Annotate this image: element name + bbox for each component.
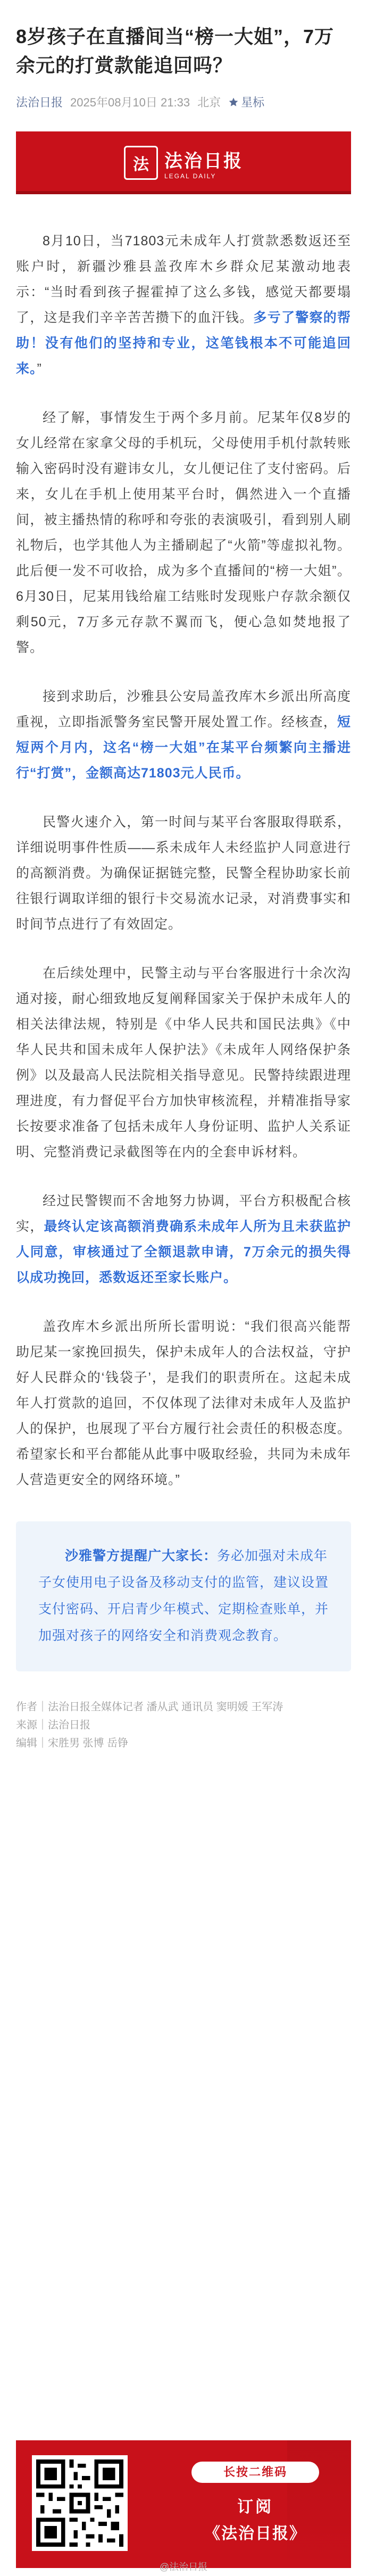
brand-badge: 法	[124, 146, 158, 180]
article-credits	[16, 1698, 351, 1752]
qr-code-icon	[36, 2459, 123, 2547]
paragraph-1-highlight: 多亏了警察的帮助！没有他们的坚持和专业，这笔钱根本不可能追回来。	[16, 310, 351, 376]
star-button[interactable]	[228, 94, 264, 110]
header-banner	[16, 131, 351, 194]
subscribe-footer	[16, 2440, 351, 2568]
brand-logo-text: 法治日报	[164, 151, 243, 171]
paragraph-6-text: 经过民警锲而不舍地努力协调，平台方积极配合核实，	[16, 1194, 351, 1234]
paragraph-6-highlight: 最终认定该高额消费确系未成年人所为且未获监护人同意，审核通过了全额退款申请，7万余元的损失得以成功挽回，悉数返还至家长账户。	[16, 1219, 351, 1285]
paragraph-1-text: 8月10日，当71803元未成年人打赏款悉数返还至账户时，新疆沙雅县盖孜库木乡群众尼某激动地表示：“当时看到孩子握霍掉了这么多钱，感觉天都要塌了，这是我们辛辛苦苦攒下的血汗钱。	[16, 234, 351, 325]
credit-editor: 编辑｜宋胜男 张博 岳铮	[16, 1737, 129, 1749]
publish-datetime: 2025年08月10日 21:33	[70, 96, 190, 109]
paragraph-6	[16, 1188, 351, 1290]
star-label: 星标	[241, 96, 265, 109]
long-press-qr-label: 长按二维码	[191, 2462, 319, 2483]
qr-code[interactable]	[32, 2455, 128, 2551]
platform-watermark: @法治日报	[159, 2562, 208, 2572]
paragraph-7: 盖孜库木乡派出所所长雷明说：“我们很高兴能帮助尼某一家挽回损失，保护未成年人的合法权益，守护好人民群众的‘钱袋子’，是我们的职责所在。这起未成年人打赏款的追回，不仅体现了法律对未成年人及监护人的保护，也展现了平台方履行社会责任的积极态度。希望家长和平台都能从此事中吸取经验，共同为未成年人营造更安全的网络环境。”	[16, 1319, 351, 1487]
article-meta	[16, 94, 351, 110]
source-link[interactable]: 法治日报	[16, 96, 63, 109]
police-tip-box	[16, 1521, 351, 1671]
credit-author: 作者｜法治日报全媒体记者 潘从武 通讯员 窦明媛 王军涛	[16, 1701, 283, 1713]
banner-stripe	[16, 191, 351, 194]
paragraph-2: 经了解，事情发生于两个多月前。尼某年仅8岁的女儿经常在家拿父母的手机玩，父母使用手机付款转账输入密码时没有避讳女儿，女儿便记住了支付密码。后来，女儿在手机上使用某平台时，偶然进入一个直播间，被主播热情的称呼和夸张的表演吸引，看到别人刷礼物后，也学其他人为主播刷起了“火箭”等虚拟礼物。此后便一发不可收拾，成为多个直播间的“榜一大姐”。6月30日，尼某用钱给雇工结账时发现账户存款余额仅剩50元，7万多元存款不翼而飞，便心急如焚地报了警。	[16, 410, 351, 655]
paragraph-4: 民警火速介入，第一时间与某平台客服取得联系，详细说明事件性质——系未成年人未经监护人同意进行的高额消费。为确保证据链完整，民警全程协助家长前往银行调取详细的银行卡交易流水记录，对消费事实和时间节点进行了有效固定。	[16, 815, 351, 932]
tip-heading: 沙雅警方提醒广大家长：	[65, 1548, 218, 1563]
article-title: 8岁孩子在直播间当“榜一大姐”，7万余元的打赏款能追回吗？	[16, 26, 335, 76]
star-icon	[228, 97, 239, 107]
credit-source: 来源｜法治日报	[16, 1719, 90, 1731]
publish-location: 北京	[197, 96, 221, 109]
newspaper-name: 《法治日报》	[204, 2525, 306, 2542]
paragraph-5: 在后续处理中，民警主动与平台客服进行十余次沟通对接，耐心细致地反复阐释国家关于保护未成年人的相关法律法规，特别是《中华人民共和国民法典》《中华人民共和国未成年人保护法》《未成年人网络保护条例》以及最高人民法院相关指导意见。民警持续跟进理理进度，有力督促平台方加快审核流程，并精准指导家长按要求准备了包括未成年人身份证明、监护人关系证明、完整消费记录截图等在内的全套申诉材料。	[16, 966, 351, 1159]
paragraph-1-end: ”	[37, 361, 42, 376]
subscribe-label: 订阅	[237, 2498, 273, 2516]
paragraph-3-text: 接到求助后，沙雅县公安局盖孜库木乡派出所高度重视，立即指派警务室民警开展处置工作。经核查，	[16, 689, 351, 730]
paragraph-3-highlight: 短短两个月内，这名“榜一大姐”在某平台频繁向主播进行“打赏”，金额高达71803元人民币。	[16, 715, 351, 781]
brand-logo-sub: LEGAL DAILY	[164, 172, 216, 180]
paragraph-3	[16, 684, 351, 786]
tip-body: 务必加强对未成年子女使用电子设备及移动支付的监管，建议设置支付密码、开启青少年模式、定期检查账单，并加强对孩子的网络安全和消费观念教育。	[38, 1548, 329, 1643]
brand-logo	[124, 146, 243, 180]
paragraph-1	[16, 228, 351, 382]
